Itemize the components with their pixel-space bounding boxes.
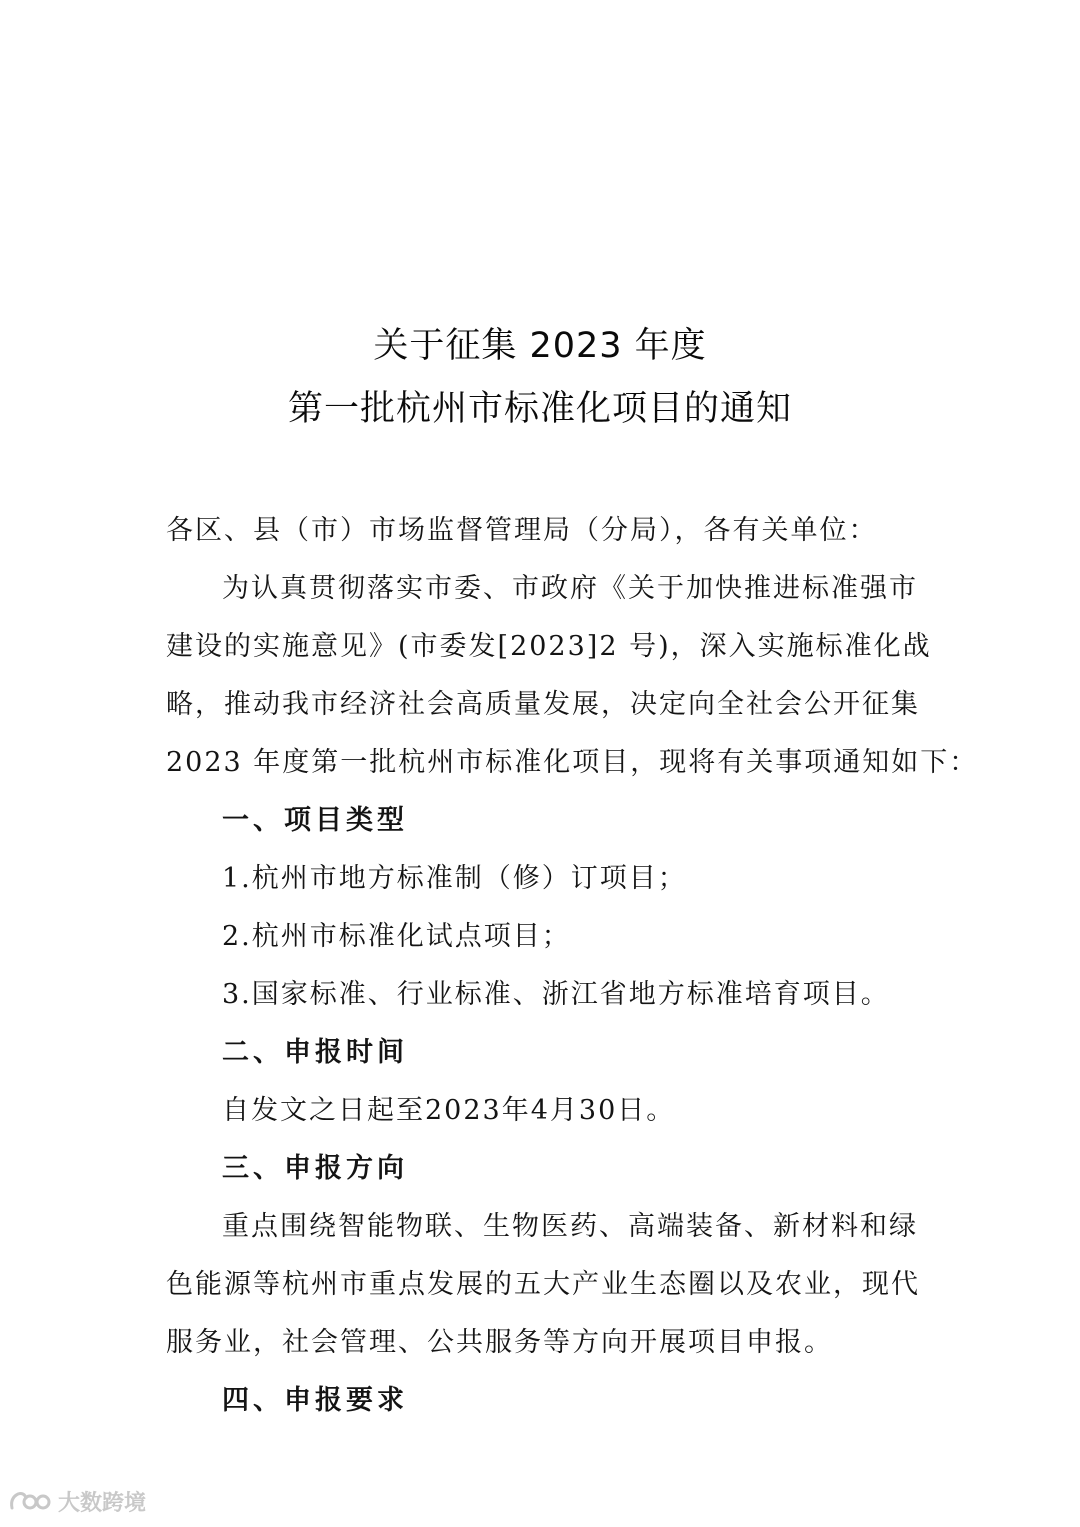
watermark	[8, 1486, 146, 1517]
intro-line-1: 为认真贯彻落实市委、市政府《关于加快推进标准强市	[222, 573, 918, 604]
section-1-item-2: 2.杭州市标准化试点项目；	[222, 921, 571, 952]
section-3-line-1: 重点围绕智能物联、生物医药、高端装备、新材料和绿	[222, 1211, 918, 1242]
section-3-line-2: 色能源等杭州市重点发展的五大产业生态圈以及农业，现代	[166, 1269, 920, 1300]
intro-line-3: 略，推动我市经济社会高质量发展，决定向全社会公开征集	[166, 689, 920, 720]
section-3-heading: 三、申报方向	[222, 1153, 408, 1184]
section-2-heading: 二、申报时间	[222, 1037, 408, 1068]
document-title-line-1: 关于征集 2023 年度	[373, 326, 707, 366]
addressee: 各区、县（市）市场监督管理局（分局），各有关单位：	[166, 515, 878, 546]
section-1-item-3: 3.国家标准、行业标准、浙江省地方标准培育项目。	[222, 979, 890, 1010]
section-2-text: 自发文之日起至2023年4月30日。	[222, 1095, 676, 1126]
section-1-heading: 一、项目类型	[222, 805, 408, 836]
section-1-item-1: 1.杭州市地方标准制（修）订项目；	[222, 863, 687, 894]
section-3-line-3: 服务业，社会管理、公共服务等方向开展项目申报。	[166, 1327, 833, 1358]
section-4-heading: 四、申报要求	[222, 1385, 408, 1416]
intro-line-4: 2023 年度第一批杭州市标准化项目，现将有关事项通知如下：	[166, 747, 979, 778]
document-title-line-2: 第一批杭州市标准化项目的通知	[287, 389, 792, 429]
watermark-text: 大数跨境	[58, 1491, 147, 1516]
intro-line-2: 建设的实施意见》(市委发[2023]2 号)，深入实施标准化战	[166, 631, 932, 662]
brand-logo-icon	[8, 1488, 52, 1516]
